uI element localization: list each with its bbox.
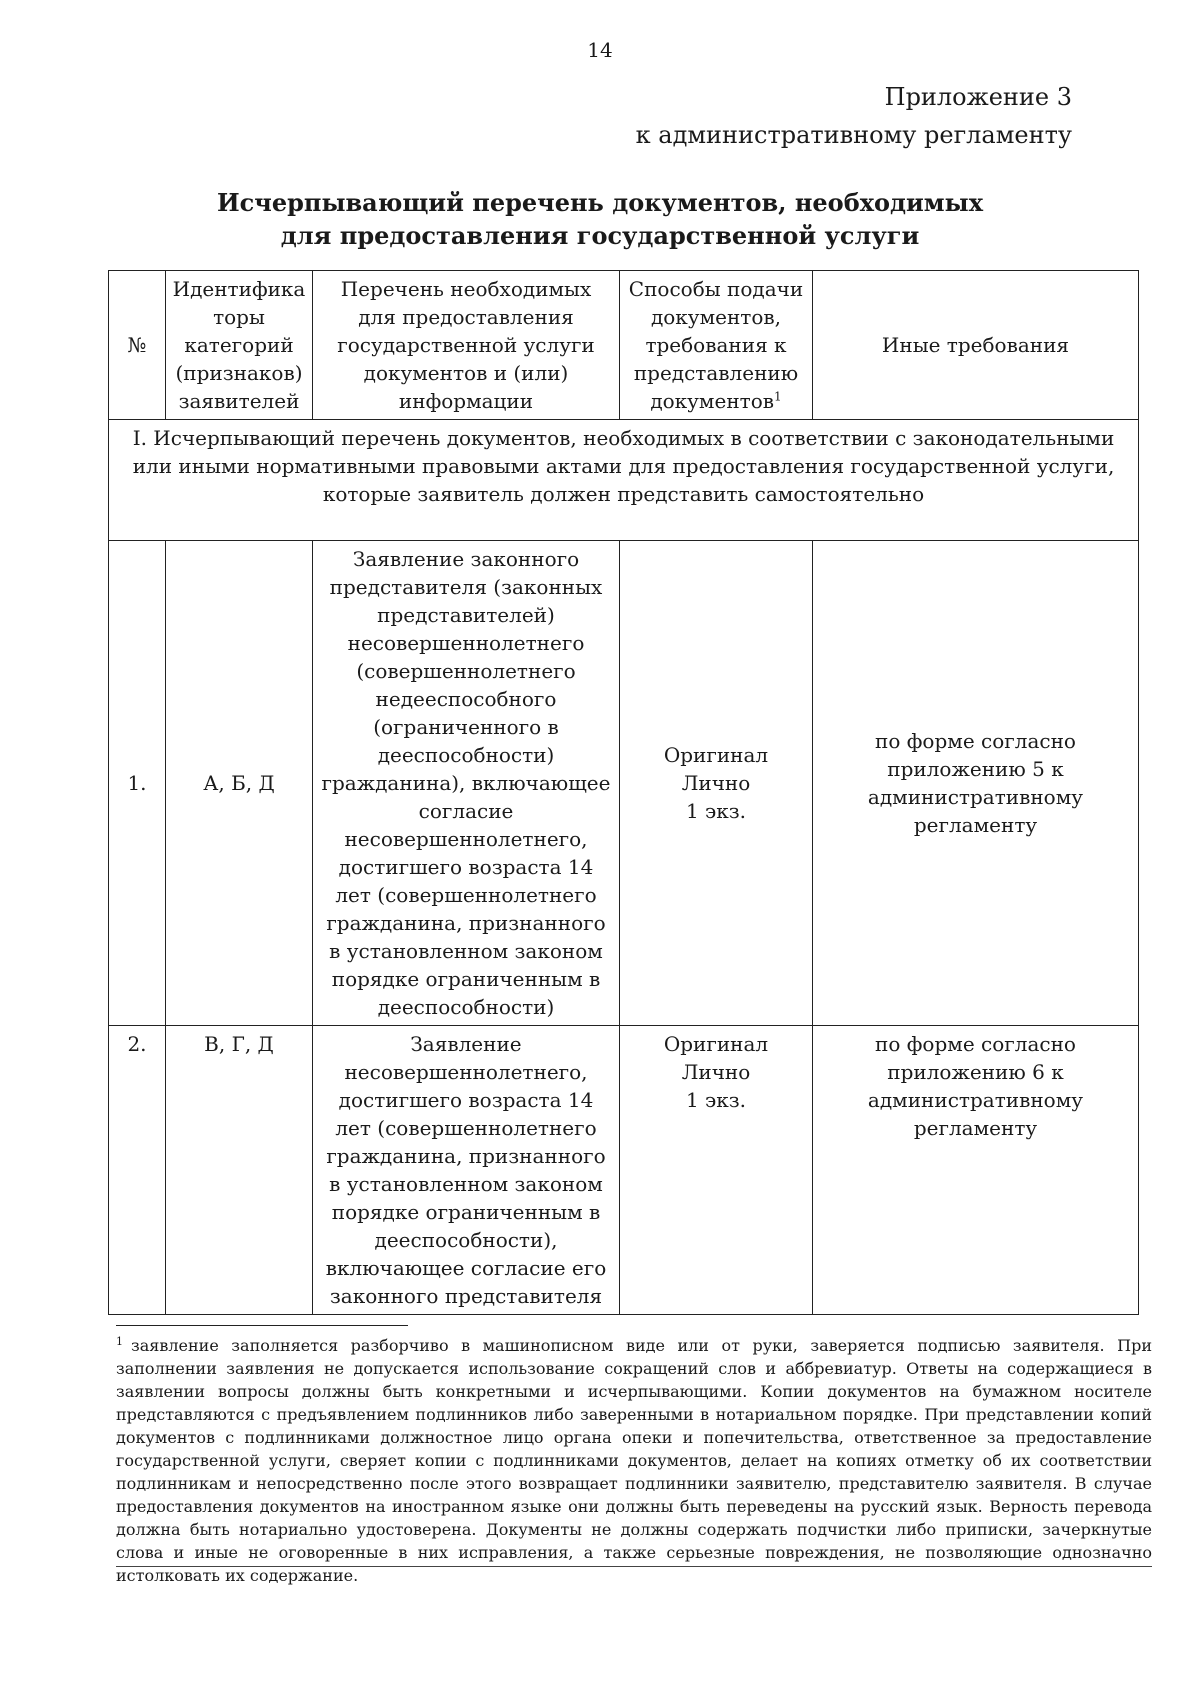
- section-row: [109, 420, 1139, 541]
- document-title: [0, 186, 1200, 252]
- table-header-row: [109, 271, 1139, 420]
- appendix-line-1: Приложение 3: [884, 83, 1072, 111]
- table-row: [109, 1026, 1139, 1315]
- footnote-text: заявление заполняется разборчиво в машинописном виде или от руки, заверяется подписью заявителя. При заполнении заявления не допускается использование сокращений слов и аббревиатур. Ответы на содержащиеся в заявлении вопросы должны быть конкретными и исчерпывающими. Копии документов на бумажном носителе представляются с предъявлением подлинников либо заверенными в нотариальном порядке. При представлении копий документов с подлинниками должностное лицо органа опеки и попечительства, ответственное за предоставление государственной услуги, сверяет копии с подлинниками документов, делает на копиях отметку об их соответствии подлинникам и непосредственно после этого возвращает подлинники заявителю, представителю заявителя. В случае предоставления документов на иностранном языке они должны быть переведены на русский язык. Верность перевода должна быть нотариально удостоверена. Документы не должны содержать подчистки либо приписки, зачеркнутые слова и иные не оговоренные в них исправления, а также серьезные повреждения, не позволяющие однозначно истолковать их содержание.: [116, 1336, 1152, 1585]
- footnote-divider: [116, 1325, 408, 1326]
- section-heading: I. Исчерпывающий перечень документов, необходимых в соответствии с законодательными или иными нормативными правовыми актами для предоставления государственной услуги, которые заявитель должен представить самостоятельно: [109, 420, 1139, 541]
- title-line-2: для предоставления государственной услуги: [280, 221, 920, 250]
- row-method-personal: Лично: [681, 771, 751, 795]
- header-methods: [620, 271, 813, 420]
- row-methods: [620, 1026, 813, 1315]
- footnote-bottom-rule: [116, 1566, 1152, 1567]
- footnote: [116, 1334, 1152, 1587]
- header-documents: Перечень необходимых для предоставления государственной услуги документов и (или) информации: [313, 271, 620, 420]
- documents-table: [108, 270, 1139, 1315]
- row-document: Заявление несовершеннолетнего, достигшего возраста 14 лет (совершеннолетнего гражданина, признанного в установленном законом порядке ограниченным в дееспособности), включающее согласие его законного представителя: [313, 1026, 620, 1315]
- row-other: по форме согласно приложению 6 к административному регламенту: [813, 1026, 1139, 1315]
- header-methods-text: Способы подачи документов, требования к представлению документов: [628, 277, 804, 413]
- row-method-copies: 1 экз.: [685, 799, 747, 823]
- row-num: 1.: [109, 541, 166, 1026]
- header-other: Иные требования: [813, 271, 1139, 420]
- page-number: 14: [587, 38, 613, 62]
- row-document: Заявление законного представителя (законных представителей) несовершеннолетнего (совершеннолетнего недееспособного (ограниченного в дееспособности) гражданина), включающее согласие несовершеннолетнего, достигшего возраста 14 лет (совершеннолетнего гражданина, признанного в установленном законом порядке ограниченным в дееспособности): [313, 541, 620, 1026]
- row-methods: [620, 541, 813, 1026]
- row-identifiers: В, Г, Д: [166, 1026, 313, 1315]
- row-other: по форме согласно приложению 5 к административному регламенту: [813, 541, 1139, 1026]
- title-line-1: Исчерпывающий перечень документов, необходимых: [216, 188, 984, 217]
- header-identifiers: Идентифика торы категорий (признаков) заявителей: [166, 271, 313, 420]
- row-method-original: Оригинал: [663, 1032, 769, 1056]
- appendix-label: [636, 78, 1072, 154]
- table-row: [109, 541, 1139, 1026]
- header-num: №: [109, 271, 166, 420]
- row-method-original: Оригинал: [663, 743, 769, 767]
- row-num: 2.: [109, 1026, 166, 1315]
- row-method-personal: Лично: [681, 1060, 751, 1084]
- row-identifiers: А, Б, Д: [166, 541, 313, 1026]
- footnote-mark: 1: [116, 1334, 123, 1348]
- appendix-line-2: к административному регламенту: [635, 121, 1072, 149]
- row-method-copies: 1 экз.: [685, 1088, 747, 1112]
- header-methods-footnote-mark: 1: [774, 389, 782, 404]
